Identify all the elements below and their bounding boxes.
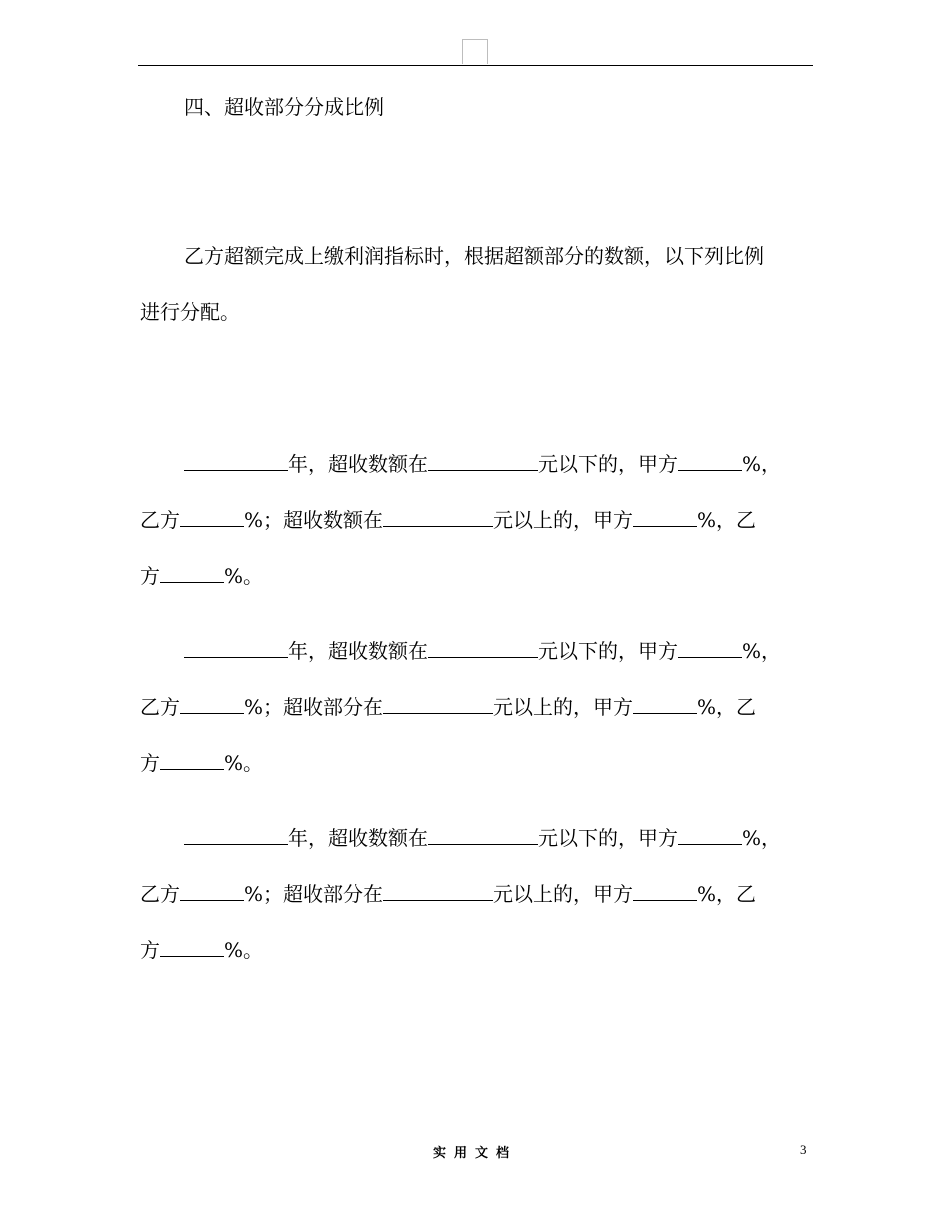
clause-3-line-2 [140, 879, 756, 909]
party-a-percent-blank [633, 880, 697, 901]
intro-line-2: 进行分配。 [140, 300, 240, 324]
below-text: 元以下的，甲方 [538, 826, 678, 850]
year-blank [184, 450, 288, 471]
percent-text: %。 [224, 938, 264, 962]
percent-text: %， [742, 639, 782, 663]
header-rule [138, 65, 813, 66]
party-b-label: 方 [140, 751, 160, 775]
party-b-label: 乙方 [140, 882, 180, 906]
over-amount-text: %；超收部分在 [244, 882, 384, 906]
year-blank [184, 824, 288, 845]
below-text: 元以下的，甲方 [538, 639, 678, 663]
intro-line-1: 乙方超额完成上缴利润指标时，根据超额部分的数额，以下列比例 [184, 244, 764, 268]
section-heading: 四、超收部分分成比例 [184, 95, 384, 119]
party-b-percent-blank [180, 506, 244, 527]
percent-text: %，乙 [697, 508, 757, 532]
party-b-percent-blank [160, 562, 224, 583]
page-number: 3 [800, 1142, 807, 1157]
year-blank [184, 637, 288, 658]
amount-blank [383, 880, 493, 901]
party-b-percent-blank [160, 749, 224, 770]
footer-label: 实用文档 [432, 1146, 517, 1161]
party-b-percent-blank [180, 693, 244, 714]
clause-2-line-1 [184, 636, 781, 666]
amount-blank [383, 693, 493, 714]
party-a-percent-blank [633, 693, 697, 714]
above-text: 元以上的，甲方 [493, 882, 634, 906]
below-text: 元以下的，甲方 [538, 452, 678, 476]
amount-blank [428, 824, 538, 845]
clause-2-line-2 [140, 692, 756, 722]
party-a-percent-blank [678, 450, 742, 471]
percent-text: %， [742, 826, 782, 850]
clause-3-line-1 [184, 823, 781, 853]
over-amount-text: %；超收部分在 [244, 695, 384, 719]
percent-text: %，乙 [697, 882, 757, 906]
percent-text: %。 [224, 564, 264, 588]
header-marker-box [462, 39, 488, 64]
party-b-label: 方 [140, 564, 160, 588]
percent-text: %， [742, 452, 782, 476]
clause-2-line-3 [140, 748, 263, 778]
clause-1-line-3 [140, 561, 263, 591]
party-a-percent-blank [633, 506, 697, 527]
clause-1-line-2 [140, 505, 756, 535]
amount-blank [383, 506, 493, 527]
above-text: 元以上的，甲方 [493, 695, 634, 719]
amount-blank [428, 450, 538, 471]
clause-3-line-3 [140, 935, 263, 965]
percent-text: %。 [224, 751, 264, 775]
year-text: 年，超收数额在 [288, 639, 428, 663]
year-text: 年，超收数额在 [288, 452, 428, 476]
year-text: 年，超收数额在 [288, 826, 428, 850]
party-b-label: 乙方 [140, 695, 180, 719]
over-amount-text: %；超收数额在 [244, 508, 384, 532]
party-a-percent-blank [678, 824, 742, 845]
party-b-percent-blank [160, 936, 224, 957]
party-b-label: 方 [140, 938, 160, 962]
amount-blank [428, 637, 538, 658]
party-a-percent-blank [678, 637, 742, 658]
party-b-label: 乙方 [140, 508, 180, 532]
party-b-percent-blank [180, 880, 244, 901]
clause-1-line-1 [184, 449, 781, 479]
above-text: 元以上的，甲方 [493, 508, 634, 532]
percent-text: %，乙 [697, 695, 757, 719]
